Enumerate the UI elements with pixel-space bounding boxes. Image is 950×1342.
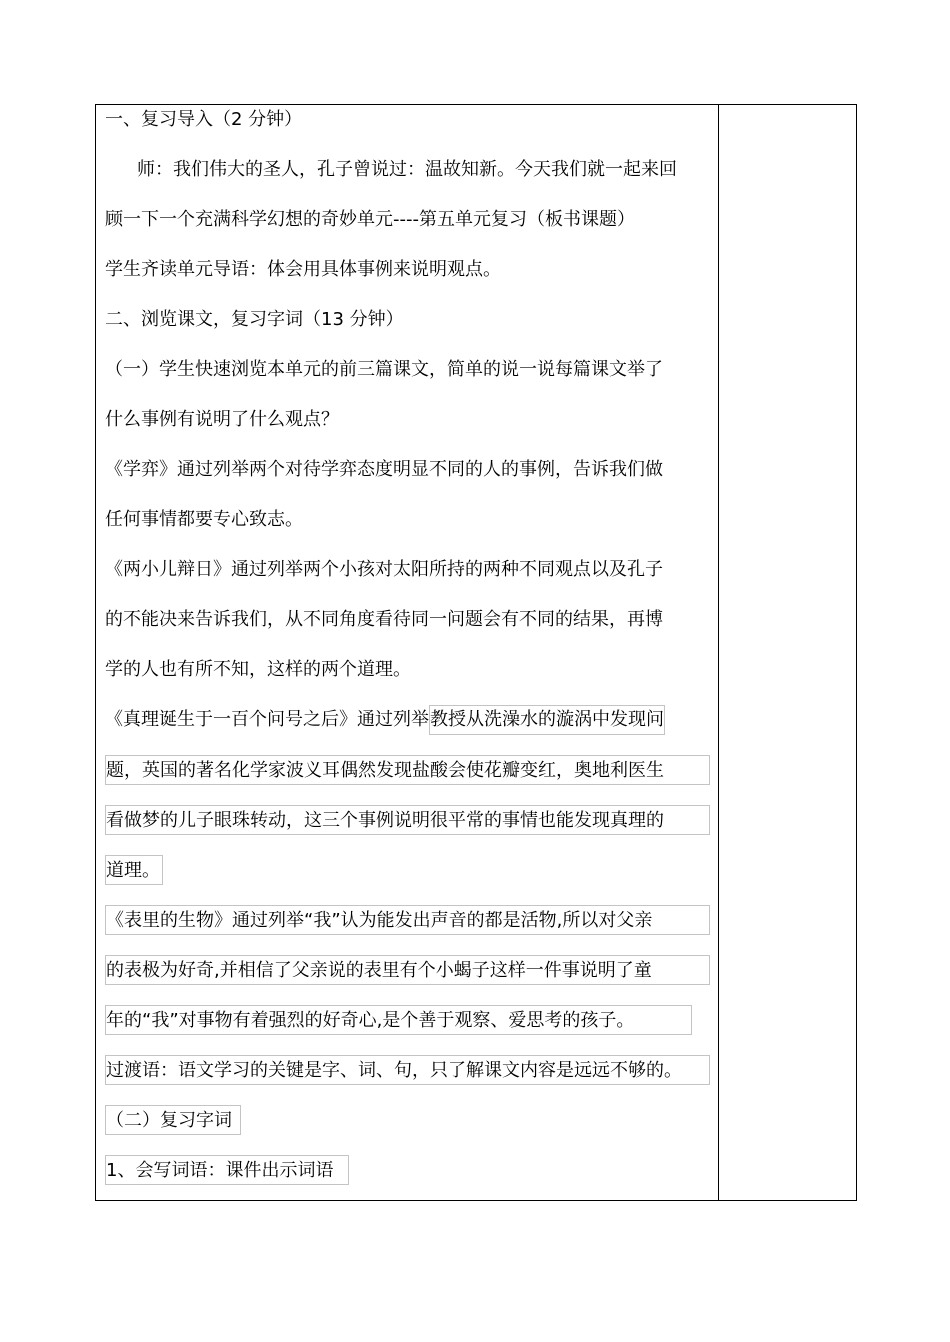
paragraph-line: 学生齐读单元导语：体会用具体事例来说明观点。 bbox=[105, 259, 501, 280]
paragraph-line bbox=[105, 705, 665, 735]
boxed-text-fragment: 教授从洗澡水的漩涡中发现问 bbox=[429, 705, 665, 735]
paragraph-line: 学的人也有所不知，这样的两个道理。 bbox=[105, 659, 411, 680]
boxed-paragraph-line: 1、会写词语：课件出示词语 bbox=[105, 1155, 349, 1185]
paragraph-line: （一）学生快速浏览本单元的前三篇课文，简单的说一说每篇课文举了 bbox=[105, 359, 663, 380]
paragraph-line: 师：我们伟大的圣人，孔子曾说过：温故知新。今天我们就一起来回 bbox=[137, 159, 677, 180]
paragraph-line: 顾一下一个充满科学幻想的奇妙单元----第五单元复习（板书课题） bbox=[105, 209, 635, 230]
boxed-paragraph-line: 《表里的生物》通过列举“我”认为能发出声音的都是活物,所以对父亲 bbox=[105, 905, 710, 935]
lesson-table bbox=[95, 104, 857, 1201]
paragraph-line: 什么事例有说明了什么观点？ bbox=[105, 409, 339, 430]
paragraph-line: 任何事情都要专心致志。 bbox=[105, 509, 303, 530]
boxed-paragraph-line: 道理。 bbox=[105, 855, 163, 885]
paragraph-line: 《两小儿辩日》通过列举两个小孩对太阳所持的两种不同观点以及孔子 bbox=[105, 559, 663, 580]
boxed-paragraph-line: 年的“我”对事物有着强烈的好奇心,是个善于观察、爱思考的孩子。 bbox=[105, 1005, 692, 1035]
boxed-paragraph-line: 看做梦的儿子眼珠转动，这三个事例说明很平常的事情也能发现真理的 bbox=[105, 805, 710, 835]
paragraph-line-start: 《真理诞生于一百个问号之后》通过列举 bbox=[105, 709, 429, 730]
paragraph-line: 《学弈》通过列举两个对待学弈态度明显不同的人的事例，告诉我们做 bbox=[105, 459, 663, 480]
boxed-paragraph-line: 过渡语：语文学习的关键是字、词、句，只了解课文内容是远远不够的。 bbox=[105, 1055, 710, 1085]
section-heading-browse-texts: 二、浏览课文，复习字词（13 分钟） bbox=[105, 309, 404, 330]
boxed-paragraph-line: 题，英国的著名化学家波义耳偶然发现盐酸会使花瓣变红，奥地利医生 bbox=[105, 755, 710, 785]
notes-cell bbox=[719, 105, 856, 1200]
boxed-section-heading: （二）复习字词 bbox=[105, 1105, 241, 1135]
section-heading-review-intro: 一、复习导入（2 分钟） bbox=[105, 109, 303, 130]
boxed-paragraph-line: 的表极为好奇,并相信了父亲说的表里有个小蝎子这样一件事说明了童 bbox=[105, 955, 710, 985]
paragraph-line: 的不能决来告诉我们，从不同角度看待同一问题会有不同的结果，再博 bbox=[105, 609, 663, 630]
